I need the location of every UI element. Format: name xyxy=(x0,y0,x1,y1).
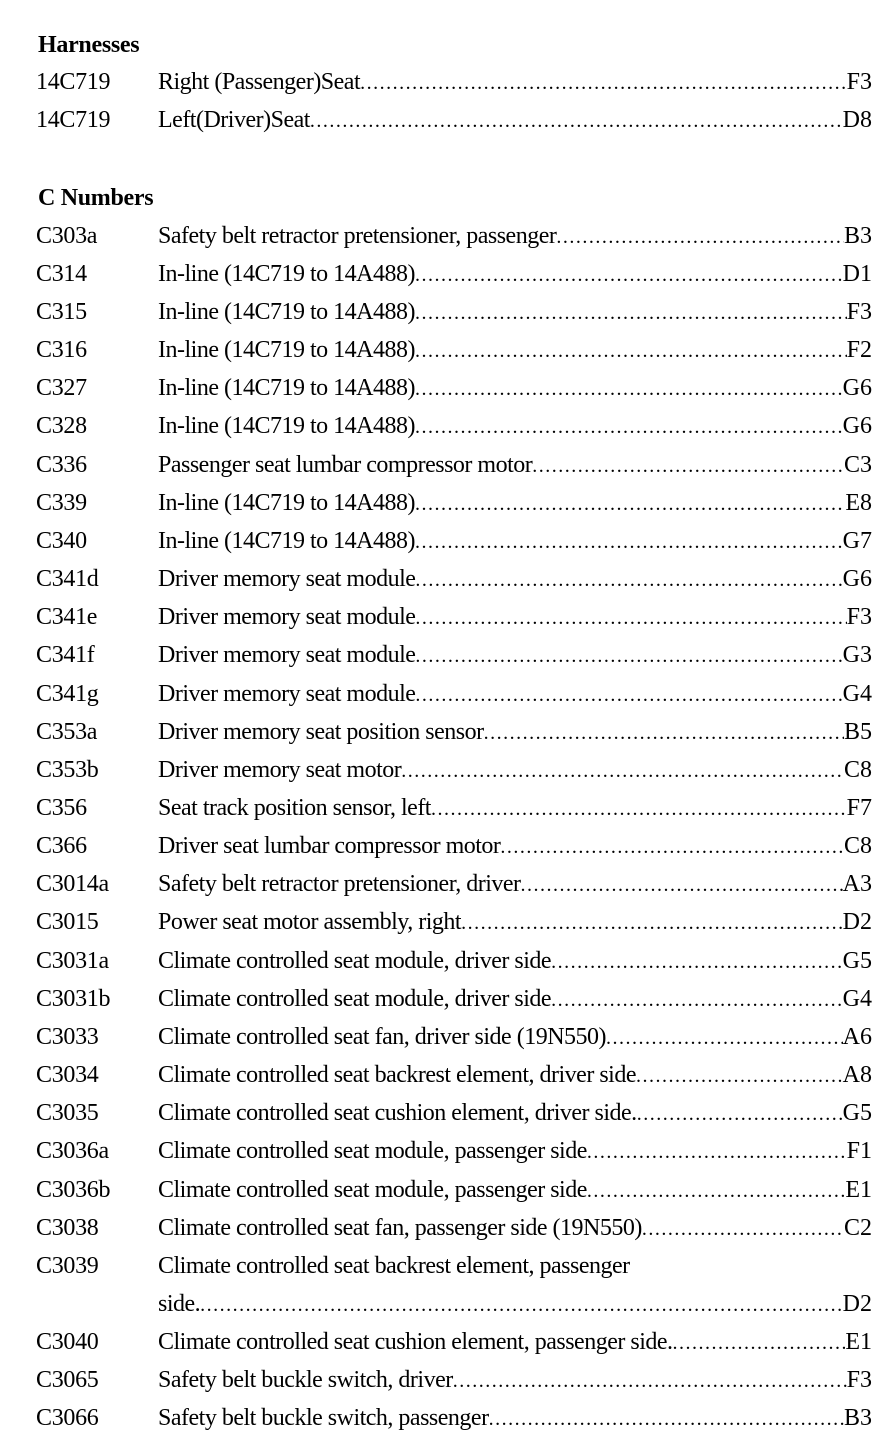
dot-leader xyxy=(310,103,843,139)
harnesses-heading: Harnesses xyxy=(38,32,140,58)
dot-leader xyxy=(360,65,847,101)
connector-entry xyxy=(158,1400,872,1437)
connector-entry xyxy=(158,485,872,522)
connector-description-continued: side. xyxy=(158,1291,201,1317)
connector-description: In-line (14C719 to 14A488) xyxy=(158,299,415,325)
harness-entry xyxy=(158,64,872,101)
grid-location: B3 xyxy=(843,1405,872,1431)
dot-leader xyxy=(415,371,843,407)
connector-description: Safety belt retractor pretensioner, driver xyxy=(158,871,521,897)
connector-row xyxy=(36,904,872,940)
dot-leader xyxy=(587,1173,845,1209)
c-numbers-heading: C Numbers xyxy=(38,185,154,211)
connector-entry xyxy=(158,1133,872,1170)
connector-description: Climate controlled seat module, passenger side xyxy=(158,1177,587,1203)
connector-row xyxy=(36,485,872,521)
connector-code: C3035 xyxy=(36,1100,99,1126)
harness-entry xyxy=(158,102,872,139)
connector-description: Safety belt buckle switch, driver xyxy=(158,1367,453,1393)
grid-location: G4 xyxy=(842,986,872,1012)
connector-entry xyxy=(158,599,872,636)
grid-location: E8 xyxy=(845,490,872,516)
connector-row xyxy=(36,599,872,635)
connector-row xyxy=(36,637,872,673)
grid-location: B5 xyxy=(843,719,872,745)
connector-code: C3040 xyxy=(36,1329,99,1355)
connector-description: Climate controlled seat cushion element, passenger side. xyxy=(158,1329,673,1355)
dot-leader xyxy=(637,1096,843,1132)
connector-row xyxy=(36,256,872,292)
connector-code: C356 xyxy=(36,795,87,821)
connector-description: In-line (14C719 to 14A488) xyxy=(158,413,415,439)
harness-description: Right (Passenger)Seat xyxy=(158,69,361,95)
dot-leader xyxy=(461,905,843,941)
dot-leader xyxy=(500,829,844,865)
grid-location: C3 xyxy=(843,452,872,478)
harness-code: 14C719 xyxy=(36,107,111,133)
grid-location: D2 xyxy=(842,1291,872,1317)
connector-description: Driver memory seat module xyxy=(158,681,416,707)
connector-description: In-line (14C719 to 14A488) xyxy=(158,337,415,363)
connector-row xyxy=(36,676,872,712)
connector-description: Safety belt buckle switch, passenger xyxy=(158,1405,489,1431)
connector-entry xyxy=(158,981,872,1018)
dot-leader xyxy=(673,1325,846,1361)
connector-row xyxy=(36,1324,872,1360)
connector-description: In-line (14C719 to 14A488) xyxy=(158,490,415,516)
connector-entry xyxy=(158,294,872,331)
connector-row xyxy=(36,1210,872,1246)
grid-location: B3 xyxy=(843,223,872,249)
connector-row xyxy=(36,408,872,444)
connector-code: C341g xyxy=(36,681,99,707)
connector-row xyxy=(36,714,872,750)
connector-entry xyxy=(158,1095,872,1132)
connector-entry xyxy=(158,1362,872,1399)
connector-row xyxy=(36,523,872,559)
connector-row xyxy=(36,981,872,1017)
connector-entry xyxy=(158,370,872,407)
dot-leader xyxy=(415,600,846,636)
connector-entry xyxy=(158,1210,872,1247)
connector-row xyxy=(36,828,872,864)
dot-leader xyxy=(636,1058,843,1094)
connector-description: Driver memory seat module xyxy=(158,566,416,592)
dot-leader xyxy=(415,257,843,293)
connector-description: Passenger seat lumbar compressor motor xyxy=(158,452,533,478)
connector-description: Climate controlled seat fan, driver side (19N550) xyxy=(158,1024,607,1050)
grid-location: G5 xyxy=(842,948,872,974)
grid-location: E1 xyxy=(845,1329,872,1355)
connector-code: C315 xyxy=(36,299,87,325)
connector-entry xyxy=(158,256,872,293)
connector-row xyxy=(36,1248,872,1322)
connector-code: C3031a xyxy=(36,948,109,974)
grid-location: F3 xyxy=(846,69,872,95)
connector-code: C327 xyxy=(36,375,87,401)
connector-description: Climate controlled seat module, passenger side xyxy=(158,1138,587,1164)
connector-entry xyxy=(158,752,872,789)
connector-description: Seat track position sensor, left xyxy=(158,795,431,821)
connector-row xyxy=(36,1362,872,1398)
connector-entry xyxy=(158,1057,872,1094)
connector-code: C3034 xyxy=(36,1062,99,1088)
connector-code: C3015 xyxy=(36,909,99,935)
harness-row xyxy=(36,64,872,100)
dot-leader xyxy=(453,1363,847,1399)
connector-row xyxy=(36,218,872,254)
dot-leader xyxy=(415,677,842,713)
connector-entry xyxy=(158,1324,872,1361)
dot-leader xyxy=(415,524,843,560)
connector-code: C3036a xyxy=(36,1138,109,1164)
connector-entry xyxy=(158,332,872,369)
dot-leader xyxy=(484,715,844,751)
grid-location: G4 xyxy=(842,681,872,707)
dot-leader xyxy=(415,333,847,369)
connector-code: C341d xyxy=(36,566,99,592)
dot-leader xyxy=(587,1134,847,1170)
connector-code: C340 xyxy=(36,528,87,554)
connector-description: Driver memory seat module xyxy=(158,642,416,668)
connector-row xyxy=(36,1019,872,1055)
connector-row xyxy=(36,561,872,597)
connector-code: C341f xyxy=(36,642,95,668)
dot-leader xyxy=(556,219,844,255)
connector-entry xyxy=(158,561,872,598)
grid-location: A6 xyxy=(842,1024,872,1050)
connector-code: C303a xyxy=(36,223,98,249)
connector-code: C3038 xyxy=(36,1215,99,1241)
connector-row xyxy=(36,790,872,826)
connector-entry xyxy=(158,790,872,827)
connector-code: C3031b xyxy=(36,986,111,1012)
connector-code: C3039 xyxy=(36,1253,99,1279)
connector-row xyxy=(36,1400,872,1436)
connector-code: C353b xyxy=(36,757,99,783)
grid-location: A8 xyxy=(842,1062,872,1088)
grid-location: C8 xyxy=(843,757,872,783)
connector-code: C3066 xyxy=(36,1405,99,1431)
connector-code: C316 xyxy=(36,337,87,363)
connector-entry xyxy=(158,447,872,484)
connector-description: Driver memory seat motor xyxy=(158,757,402,783)
connector-row xyxy=(36,1057,872,1093)
connector-description: In-line (14C719 to 14A488) xyxy=(158,528,415,554)
connector-description: Driver seat lumbar compressor motor xyxy=(158,833,501,859)
grid-location: A3 xyxy=(842,871,872,897)
connector-row xyxy=(36,294,872,330)
connector-row xyxy=(36,370,872,406)
connector-entry xyxy=(158,1286,872,1323)
dot-leader xyxy=(415,295,847,331)
dot-leader xyxy=(415,486,845,522)
connector-entry xyxy=(158,714,872,751)
connector-description: In-line (14C719 to 14A488) xyxy=(158,375,415,401)
connector-code: C341e xyxy=(36,604,98,630)
grid-location: D1 xyxy=(842,261,872,287)
dot-leader xyxy=(532,448,844,484)
connector-row xyxy=(36,943,872,979)
connector-entry xyxy=(158,943,872,980)
grid-location: C2 xyxy=(843,1215,872,1241)
dot-leader xyxy=(606,1020,843,1056)
connector-row xyxy=(36,447,872,483)
connector-description: In-line (14C719 to 14A488) xyxy=(158,261,415,287)
dot-leader xyxy=(521,867,843,903)
connector-code: C328 xyxy=(36,413,87,439)
connector-entry xyxy=(158,523,872,560)
grid-location: G6 xyxy=(842,375,872,401)
grid-location: F1 xyxy=(846,1138,872,1164)
dot-leader xyxy=(401,753,844,789)
grid-location: G7 xyxy=(842,528,872,554)
grid-location: F3 xyxy=(846,299,872,325)
connector-row xyxy=(36,332,872,368)
harness-row xyxy=(36,102,872,138)
connector-code: C353a xyxy=(36,719,98,745)
connector-description: Power seat motor assembly, right xyxy=(158,909,462,935)
dot-leader xyxy=(551,982,843,1018)
connector-code: C314 xyxy=(36,261,87,287)
connector-entry xyxy=(158,408,872,445)
grid-location: E1 xyxy=(845,1177,872,1203)
grid-location: G5 xyxy=(842,1100,872,1126)
grid-location: D2 xyxy=(842,909,872,935)
connector-entry xyxy=(158,1172,872,1209)
grid-location: G6 xyxy=(842,413,872,439)
dot-leader xyxy=(551,944,843,980)
grid-location: G3 xyxy=(842,642,872,668)
dot-leader xyxy=(642,1211,844,1247)
grid-location: F3 xyxy=(846,604,872,630)
connector-entry xyxy=(158,1019,872,1056)
connector-description: Driver memory seat position sensor xyxy=(158,719,484,745)
dot-leader xyxy=(489,1401,844,1437)
connector-row xyxy=(36,866,872,902)
grid-location: F7 xyxy=(846,795,872,821)
connector-entry xyxy=(158,676,872,713)
connector-code: C336 xyxy=(36,452,87,478)
connector-description: Climate controlled seat backrest element, passenger xyxy=(158,1253,630,1279)
grid-location: F3 xyxy=(846,1367,872,1393)
dot-leader xyxy=(431,791,847,827)
harness-code: 14C719 xyxy=(36,69,111,95)
connector-code: C366 xyxy=(36,833,87,859)
harness-description: Left(Driver)Seat xyxy=(158,107,310,133)
connector-entry xyxy=(158,218,872,255)
connector-code: C3065 xyxy=(36,1367,99,1393)
connector-code: C3033 xyxy=(36,1024,99,1050)
connector-description: Climate controlled seat cushion element, driver side. xyxy=(158,1100,637,1126)
connector-code: C339 xyxy=(36,490,87,516)
connector-row xyxy=(36,1095,872,1131)
connector-description: Safety belt retractor pretensioner, passenger xyxy=(158,223,557,249)
connector-description: Climate controlled seat fan, passenger side (19N550) xyxy=(158,1215,642,1241)
grid-location: C8 xyxy=(843,833,872,859)
connector-row xyxy=(36,752,872,788)
dot-leader xyxy=(415,409,843,445)
connector-description: Climate controlled seat backrest element, driver side xyxy=(158,1062,636,1088)
dot-leader xyxy=(415,562,842,598)
connector-description: Climate controlled seat module, driver side xyxy=(158,986,552,1012)
connector-code: C3014a xyxy=(36,871,109,897)
connector-code: C3036b xyxy=(36,1177,111,1203)
grid-location: F2 xyxy=(846,337,872,363)
connector-entry xyxy=(158,828,872,865)
connector-description: Driver memory seat module xyxy=(158,604,416,630)
dot-leader xyxy=(415,638,842,674)
connector-row xyxy=(36,1172,872,1208)
dot-leader xyxy=(200,1287,842,1323)
connector-description: Climate controlled seat module, driver side xyxy=(158,948,552,974)
connector-entry xyxy=(158,904,872,941)
grid-location: G6 xyxy=(842,566,872,592)
grid-location: D8 xyxy=(842,107,872,133)
connector-row xyxy=(36,1133,872,1169)
connector-entry xyxy=(158,866,872,903)
connector-entry xyxy=(158,637,872,674)
